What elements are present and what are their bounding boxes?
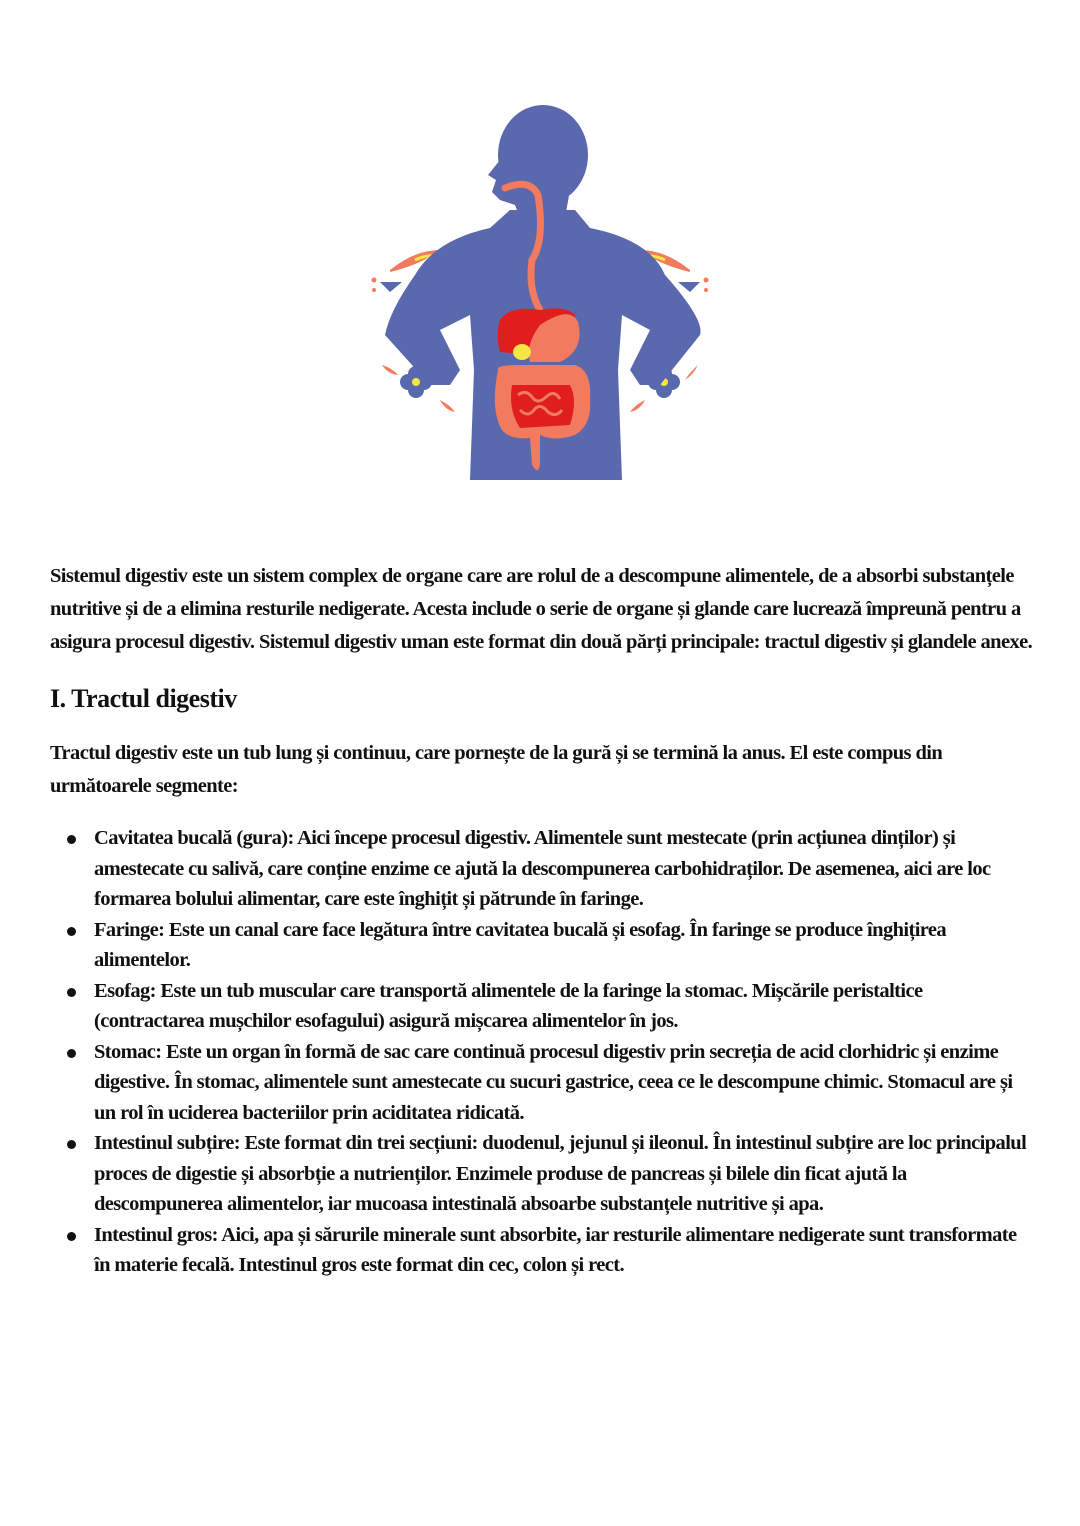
list-item: Stomac: Este un organ în formă de sac care continuă procesul digestiv prin secreția de acid clorhidric și enzime digestive. În stomac, alimentele sunt amestecate cu sucuri gastrice, ceea ce le descompune chimic. Stomacul are și un rol în uciderea bacteriilor prin aciditatea ridicată.	[94, 1037, 1035, 1129]
list-item: Intestinul subțire: Este format din trei secțiuni: duodenul, jejunul și ileonul. În intestinul subțire are loc principalul proces de digestie și absorbție a nutrienților. Enzimele produse de pancreas și bilele din ficat ajută la descompunerea alimentelor, iar mucoasa intestinală absoarbe substanțele nutritive și apa.	[94, 1128, 1035, 1220]
intro-paragraph: Sistemul digestiv este un sistem complex de organe care are rolul de a descompune alimentele, de a absorbi substanțele nutritive și de a elimina resturile nedigerate. Acesta include o serie de organe și glande care lucrează împreună pentru a asigura procesul digestiv. Sistemul digestiv uman este format din două părți principale: tractul digestiv și glandele anexe.	[50, 565, 1033, 653]
bullet-icon	[67, 927, 76, 936]
document-body	[50, 560, 1035, 1281]
segments-list	[50, 823, 1035, 1281]
bullet-icon	[67, 1049, 76, 1058]
gallbladder	[513, 344, 531, 360]
list-item: Intestinul gros: Aici, apa și sărurile minerale sunt absorbite, iar resturile alimentare nedigerate sunt transformate în materie fecală. Intestinul gros este format din cec, colon și rect.	[94, 1220, 1035, 1281]
section-heading: I. Tractul digestiv	[50, 684, 237, 713]
digestive-system-illustration	[360, 100, 720, 490]
bullet-icon	[67, 988, 76, 997]
section-intro: Tractul digestiv este un tub lung și continuu, care pornește de la gură și se termină la anus. El este compus din următoarele segmente:	[50, 742, 943, 797]
bullet-icon	[67, 835, 76, 844]
list-item: Cavitatea bucală (gura): Aici începe procesul digestiv. Alimentele sunt mestecate (prin acțiunea dinților) și amestecate cu salivă, care conține enzime ce ajută la descompunerea carbohidraților. De asemenea, aici are loc formarea bolului alimentar, care este înghițit și pătrunde în faringe.	[94, 823, 1035, 915]
bullet-icon	[67, 1232, 76, 1241]
bullet-icon	[67, 1140, 76, 1149]
list-item: Faringe: Este un canal care face legătura între cavitatea bucală și esofag. În faringe se produce înghițirea alimentelor.	[94, 915, 1035, 976]
list-item: Esofag: Este un tub muscular care transportă alimentele de la faringe la stomac. Mișcările peristaltice (contractarea mușchilor esofagului) asigură mișcarea alimentelor în jos.	[94, 976, 1035, 1037]
